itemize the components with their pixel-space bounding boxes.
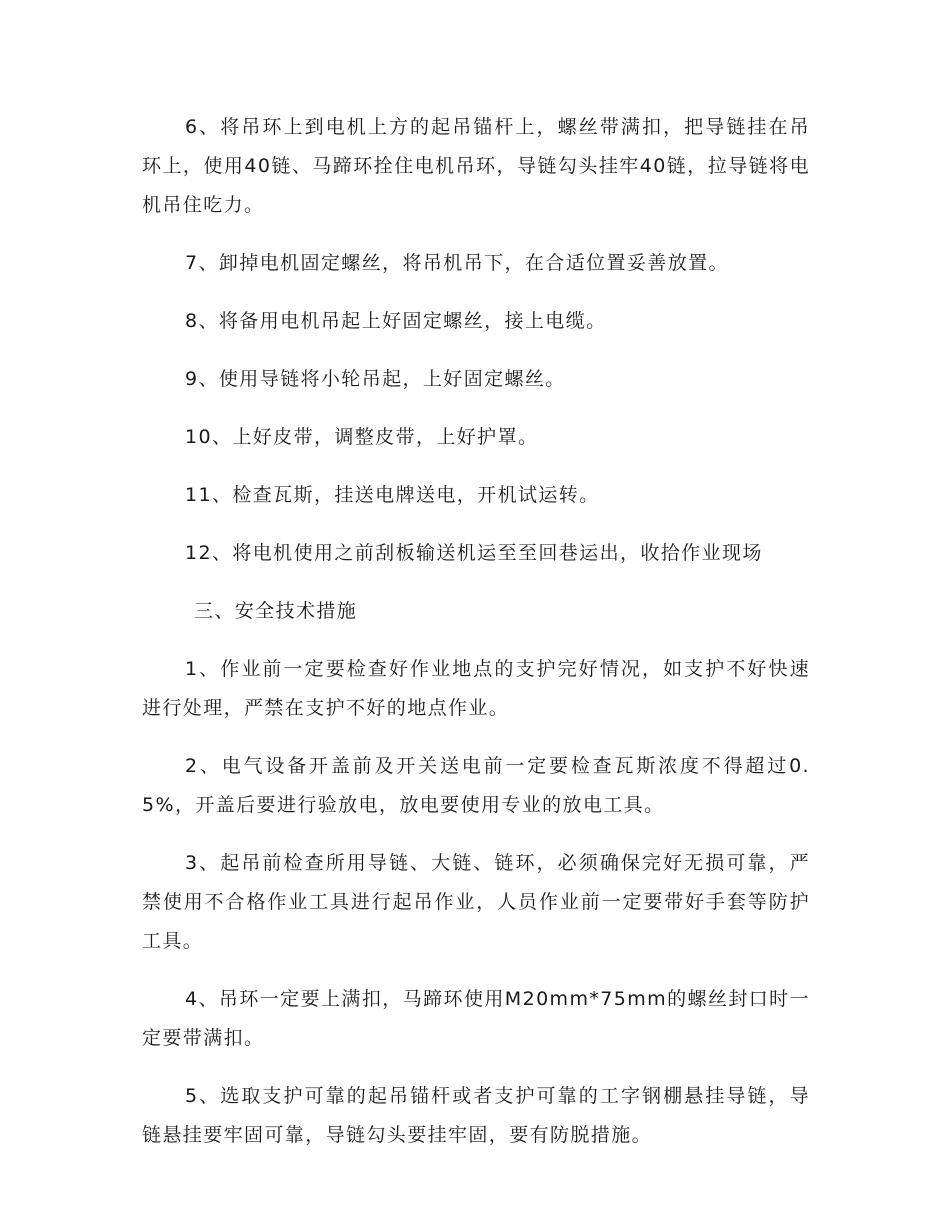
safety-item-3: 3、起吊前检查所用导链、大链、链环，必须确保完好无损可靠，严禁使用不合格作业工具进行起吊作业，人员作业前一定要带好手套等防护工具。 — [142, 852, 810, 952]
safety-item-4: 4、吊环一定要上满扣，马蹄环使用M20mm*75mm的螺丝封口时一定要带满扣。 — [142, 988, 810, 1049]
step-7-paragraph: 7、卸掉电机固定螺丝，将吊机吊下，在合适位置妥善放置。 — [185, 252, 729, 274]
step-10-paragraph: 10、上好皮带，调整皮带，上好护罩。 — [185, 426, 539, 448]
safety-item-1: 1、作业前一定要检查好作业地点的支护完好情况，如支护不好快速进行处理，严禁在支护不好的地点作业。 — [142, 658, 810, 719]
step-11-paragraph: 11、检查瓦斯，挂送电牌送电，开机试运转。 — [185, 484, 600, 506]
safety-item-5: 5、选取支护可靠的起吊锚杆或者支护可靠的工字钢棚悬挂导链，导链悬挂要牢固可靠，导链勾头要挂牢固，要有防脱措施。 — [142, 1085, 810, 1146]
safety-item-2: 2、电气设备开盖前及开关送电前一定要检查瓦斯浓度不得超过0.5%，开盖后要进行验放电，放电要使用专业的放电工具。 — [142, 755, 810, 816]
step-9-paragraph: 9、使用导链将小轮吊起，上好固定螺丝。 — [185, 368, 566, 390]
step-8-paragraph: 8、将备用电机吊起上好固定螺丝，接上电缆。 — [185, 310, 607, 332]
document-body — [142, 108, 810, 1174]
step-6-paragraph: 6、将吊环上到电机上方的起吊锚杆上，螺丝带满扣，把导链挂在吊环上，使用40链、马蹄环拴住电机吊环，导链勾头挂牢40链，拉导链将电机吊住吃力。 — [142, 116, 810, 216]
step-12-paragraph: 12、将电机使用之前刮板输送机运至至回巷运出，收拾作业现场 — [185, 542, 763, 564]
section-heading-safety: 三、安全技术措施 — [194, 600, 358, 622]
